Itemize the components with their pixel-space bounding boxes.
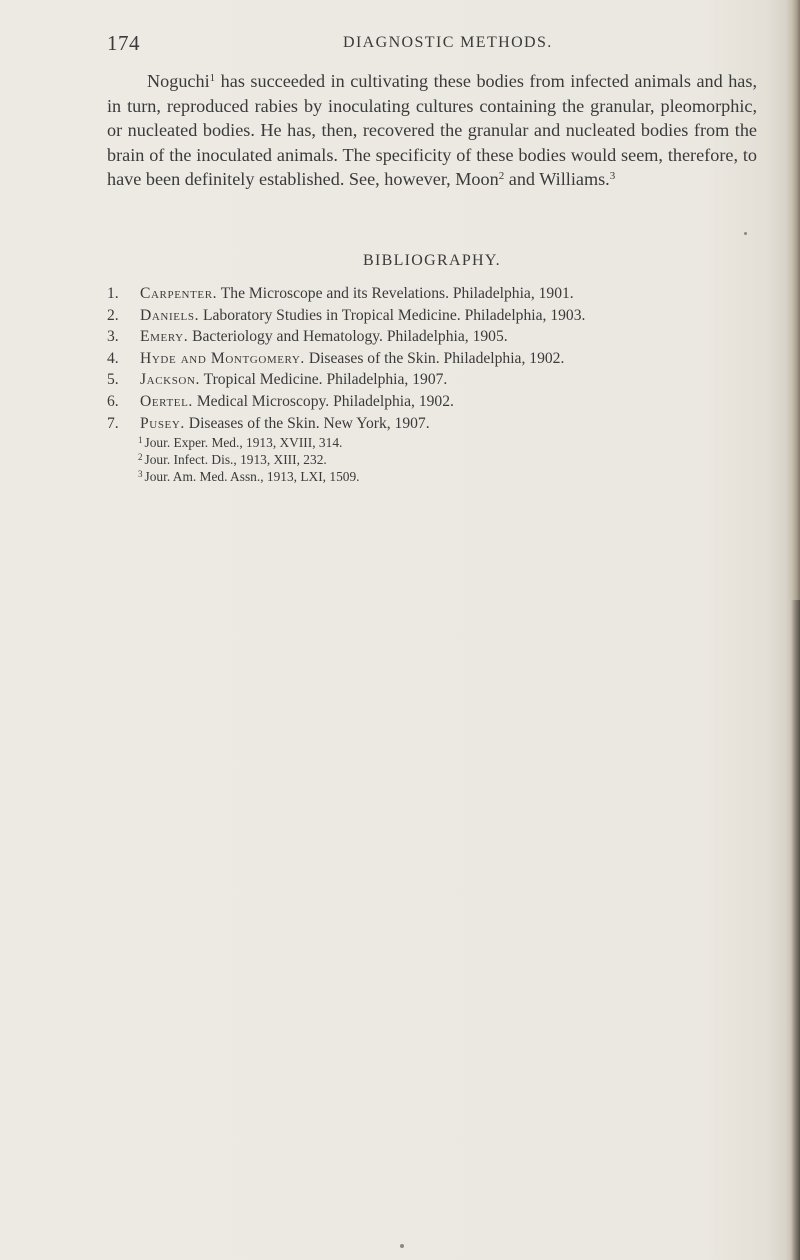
entry-number: 5. — [107, 371, 119, 389]
entry-text: Diseases of the Skin. New York, 1907. — [184, 414, 430, 432]
entry-text: Bacteriology and Hematology. Philadelphia, 1905. — [188, 328, 508, 346]
running-head — [107, 31, 757, 57]
bibliography-entry — [107, 326, 767, 348]
entry-text: Diseases of the Skin. Philadelphia, 1902. — [304, 349, 565, 367]
footnote-text: Jour. Exper. Med., 1913, XVIII, 314. — [144, 435, 343, 450]
entry-number: 4. — [107, 349, 119, 367]
paper-speck — [400, 1244, 404, 1248]
paper-speck — [744, 232, 747, 235]
paragraph-text — [107, 69, 757, 192]
page-number: 174 — [107, 31, 140, 55]
bibliography-entry — [107, 305, 767, 327]
text-run: has succeeded in cultivating these bodies from infected animals and has, in turn, reproduced rabies by inoculating cultures containing the granular, pleomorphic, or nucleated bodies. He has, then, recovered the granular and nucleated bodies from the brain of the inoculated animals. The specificity of these bodies would seem, therefore, to have been definitely established. See, however, Moon — [107, 71, 757, 190]
footnote-mark: 3 — [138, 468, 143, 479]
footnote — [138, 435, 758, 452]
footnote-ref-3: 3 — [609, 170, 616, 183]
entry-number: 6. — [107, 392, 119, 410]
footnote-mark: 2 — [138, 451, 143, 462]
entry-author: Emery. — [140, 328, 189, 346]
footnotes — [138, 435, 758, 485]
entry-number: 3. — [107, 328, 119, 346]
entry-author: Carpenter. — [140, 285, 218, 302]
bibliography-entry — [107, 369, 767, 391]
footnote-mark: 1 — [138, 435, 143, 445]
entry-author: Oertel. — [140, 392, 193, 410]
entry-text: The Microscope and its Revelations. Philadelphia, 1901. — [217, 285, 574, 302]
entry-text: Laboratory Studies in Tropical Medicine. Philadelphia, 1903. — [199, 306, 586, 324]
running-title: DIAGNOSTIC METHODS. — [343, 34, 553, 51]
bibliography-entry — [107, 391, 767, 413]
footnote-ref-1: 1 — [209, 72, 216, 84]
bibliography-entry — [107, 283, 767, 305]
body-paragraph — [107, 69, 757, 192]
footnote — [138, 452, 758, 469]
entry-author: Pusey. — [140, 414, 185, 432]
entry-author: Hyde and Montgomery. — [140, 349, 305, 367]
footnote — [138, 469, 758, 486]
bibliography-heading: BIBLIOGRAPHY. — [363, 252, 501, 269]
page-binding-shadow — [791, 600, 800, 1260]
footnote-text: Jour. Infect. Dis., 1913, XIII, 232. — [144, 451, 327, 467]
footnote-text: Jour. Am. Med. Assn., 1913, LXI, 1509. — [144, 468, 360, 484]
entry-author: Jackson. — [140, 371, 200, 389]
entry-number: 2. — [107, 306, 119, 324]
entry-number: 7. — [107, 414, 119, 432]
entry-text: Tropical Medicine. Philadelphia, 1907. — [200, 371, 448, 389]
bibliography-entry — [107, 413, 767, 435]
entry-author: Daniels. — [140, 306, 200, 324]
text-run: and Williams. — [504, 169, 610, 190]
entry-text: Medical Microscopy. Philadelphia, 1902. — [192, 392, 454, 410]
bibliography-list — [107, 283, 767, 434]
footnote-ref-2: 2 — [498, 170, 505, 183]
bibliography-entry — [107, 348, 767, 370]
entry-number: 1. — [107, 285, 119, 302]
text-run: Noguchi — [147, 71, 210, 91]
